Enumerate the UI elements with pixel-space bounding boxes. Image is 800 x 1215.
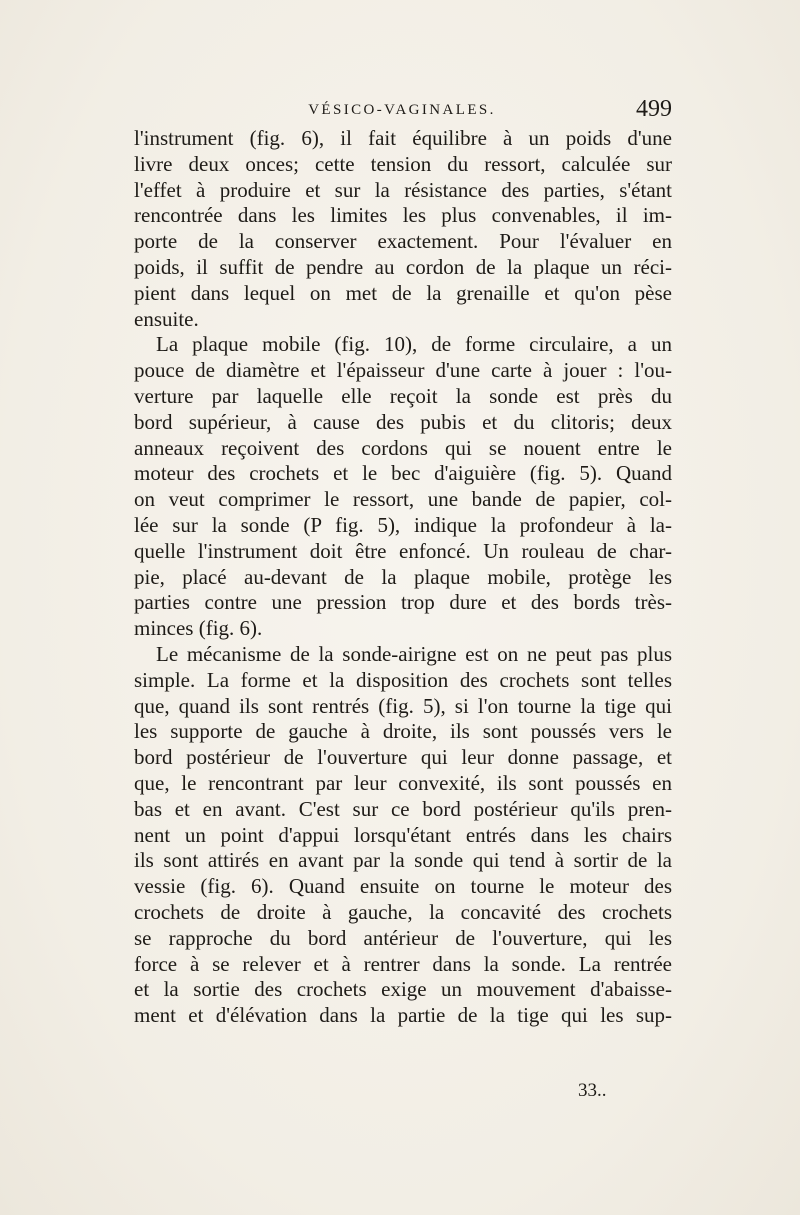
- text-line: rencontrée dans les limites les plus convenables, il im-: [134, 203, 672, 228]
- text-line: bas et en avant. C'est sur ce bord postérieur qu'ils pren-: [134, 796, 672, 821]
- text-line: l'instrument (fig. 6), il fait équilibre à un poids d'une: [134, 126, 672, 150]
- text-line: que, le rencontrant par leur convexité, ils sont poussés en: [134, 770, 672, 795]
- text-line: pient dans lequel on met de la grenaille et qu'on pèse: [134, 280, 672, 305]
- running-head: [132, 98, 672, 128]
- text-line: les supporte de gauche à droite, ils sont poussés vers le: [134, 719, 672, 744]
- text-line: poids, il suffit de pendre au cordon de la plaque un réci-: [134, 254, 672, 279]
- text-line: on veut comprimer le ressort, une bande de papier, col-: [134, 487, 672, 512]
- text-line: quelle l'instrument doit être enfoncé. Un rouleau de char-: [134, 538, 672, 563]
- text-line: parties contre une pression trop dure et des bords très-: [134, 590, 672, 615]
- text-line: livre deux onces; cette tension du ressort, calculée sur: [134, 151, 672, 176]
- text-line: ment et d'élévation dans la partie de la tige qui les sup-: [134, 1003, 672, 1028]
- page-number: 499: [636, 96, 672, 122]
- text-line: force à se relever et à rentrer dans la sonde. La rentrée: [134, 951, 672, 976]
- text-line: anneaux reçoivent des cordons qui se nouent entre le: [134, 435, 672, 460]
- running-title: VÉSICO-VAGINALES.: [308, 102, 496, 118]
- text-line: et la sortie des crochets exige un mouvement d'abaisse-: [134, 977, 672, 1002]
- text-line: se rapproche du bord antérieur de l'ouverture, qui les: [134, 925, 672, 950]
- text-line: verture par laquelle elle reçoit la sonde est près du: [134, 383, 672, 408]
- body-text: [134, 126, 672, 1029]
- text-line: crochets de droite à gauche, la concavité des crochets: [134, 899, 672, 924]
- text-line: nent un point d'appui lorsqu'étant entrés dans les chairs: [134, 822, 672, 847]
- text-line: moteur des crochets et le bec d'aiguière (fig. 5). Quand: [134, 461, 672, 486]
- text-line: bord supérieur, à cause des pubis et du clitoris; deux: [134, 409, 672, 434]
- text-line: lée sur la sonde (P fig. 5), indique la profondeur à la-: [134, 512, 672, 537]
- text-line: pouce de diamètre et l'épaisseur d'une carte à jouer : l'ou-: [134, 358, 672, 383]
- text-line: porte de la conserver exactement. Pour l'évaluer en: [134, 229, 672, 254]
- text-line: pie, placé au-devant de la plaque mobile, protège les: [134, 564, 672, 589]
- paragraph-start-line: Le mécanisme de la sonde-airigne est on ne peut pas plus: [156, 641, 672, 666]
- text-line: simple. La forme et la disposition des crochets sont telles: [134, 667, 672, 692]
- text-line: que, quand ils sont rentrés (fig. 5), si l'on tourne la tige qui: [134, 693, 672, 718]
- paragraph-start-line: La plaque mobile (fig. 10), de forme circulaire, a un: [156, 332, 672, 357]
- text-line: ensuite.: [134, 306, 199, 331]
- signature-mark: 33..: [578, 1080, 607, 1101]
- text-line: bord postérieur de l'ouverture qui leur donne passage, et: [134, 745, 672, 770]
- text-line: vessie (fig. 6). Quand ensuite on tourne le moteur des: [134, 874, 672, 899]
- text-line: l'effet à produire et sur la résistance des parties, s'étant: [134, 177, 672, 202]
- text-line: ils sont attirés en avant par la sonde qui tend à sortir de la: [134, 848, 672, 873]
- text-line: minces (fig. 6).: [134, 616, 263, 641]
